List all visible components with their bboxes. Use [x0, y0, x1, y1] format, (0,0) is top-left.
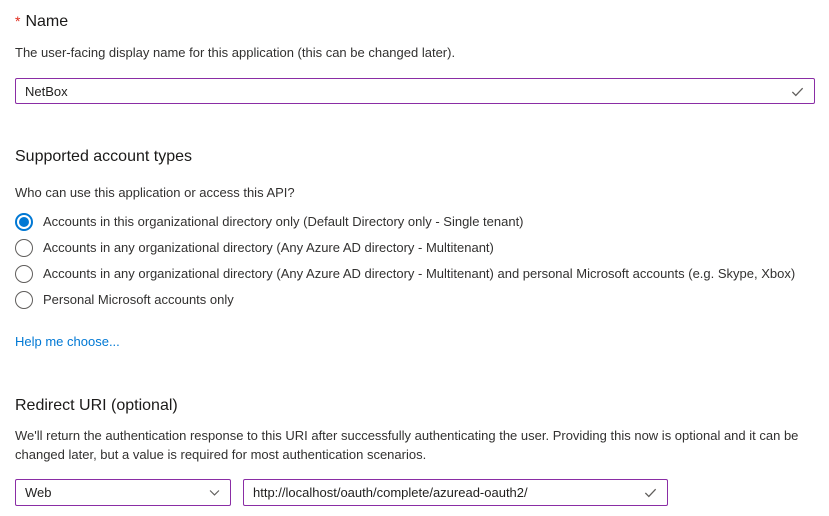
- name-section-title-text: Name: [25, 13, 69, 30]
- redirect-uri-section-title: Redirect URI (optional): [15, 397, 178, 414]
- account-types-radio-group: [15, 209, 815, 313]
- help-link-container: [15, 334, 815, 349]
- redirect-uri-input[interactable]: [253, 480, 635, 505]
- radio-option-multitenant-personal[interactable]: [15, 261, 815, 287]
- radio-button-icon[interactable]: [15, 239, 33, 257]
- radio-button-icon[interactable]: [15, 291, 33, 309]
- account-types-section-title: Supported account types: [15, 148, 193, 165]
- name-field-description: The user-facing display name for this application (this can be changed later).: [15, 45, 456, 60]
- radio-option-label: Accounts in any organizational directory (Any Azure AD directory - Multitenant): [43, 240, 494, 255]
- platform-select-value: Web: [25, 485, 52, 500]
- radio-option-label: Personal Microsoft accounts only: [43, 292, 234, 307]
- radio-option-multitenant[interactable]: [15, 235, 815, 261]
- name-input-container: [15, 78, 815, 104]
- radio-option-label: Accounts in this organizational directory only (Default Directory only - Single tenant): [43, 214, 524, 229]
- radio-button-icon[interactable]: [15, 265, 33, 283]
- valid-checkmark-icon: [643, 485, 658, 500]
- radio-option-single-tenant[interactable]: [15, 209, 815, 235]
- redirect-uri-input-container: [243, 479, 668, 506]
- help-me-choose-link[interactable]: Help me choose...: [15, 334, 120, 349]
- radio-button-icon[interactable]: [15, 213, 33, 231]
- valid-checkmark-icon: [790, 84, 805, 99]
- name-input[interactable]: [25, 79, 782, 103]
- redirect-uri-description: We'll return the authentication response to this URI after successfully authenticating the user. Providing this now is optional and it can be changed later, but a value is required for most authentication scenarios.: [15, 428, 799, 462]
- account-types-question: Who can use this application or access this API?: [15, 185, 295, 200]
- radio-option-personal-only[interactable]: [15, 287, 815, 313]
- platform-select[interactable]: [15, 479, 231, 506]
- required-marker: *: [15, 13, 21, 29]
- radio-option-label: Accounts in any organizational directory (Any Azure AD directory - Multitenant) and personal Microsoft accounts (e.g. Skype, Xbox): [43, 266, 796, 281]
- name-section-title: [15, 11, 815, 32]
- chevron-down-icon: [208, 486, 221, 499]
- redirect-uri-controls: [15, 479, 815, 506]
